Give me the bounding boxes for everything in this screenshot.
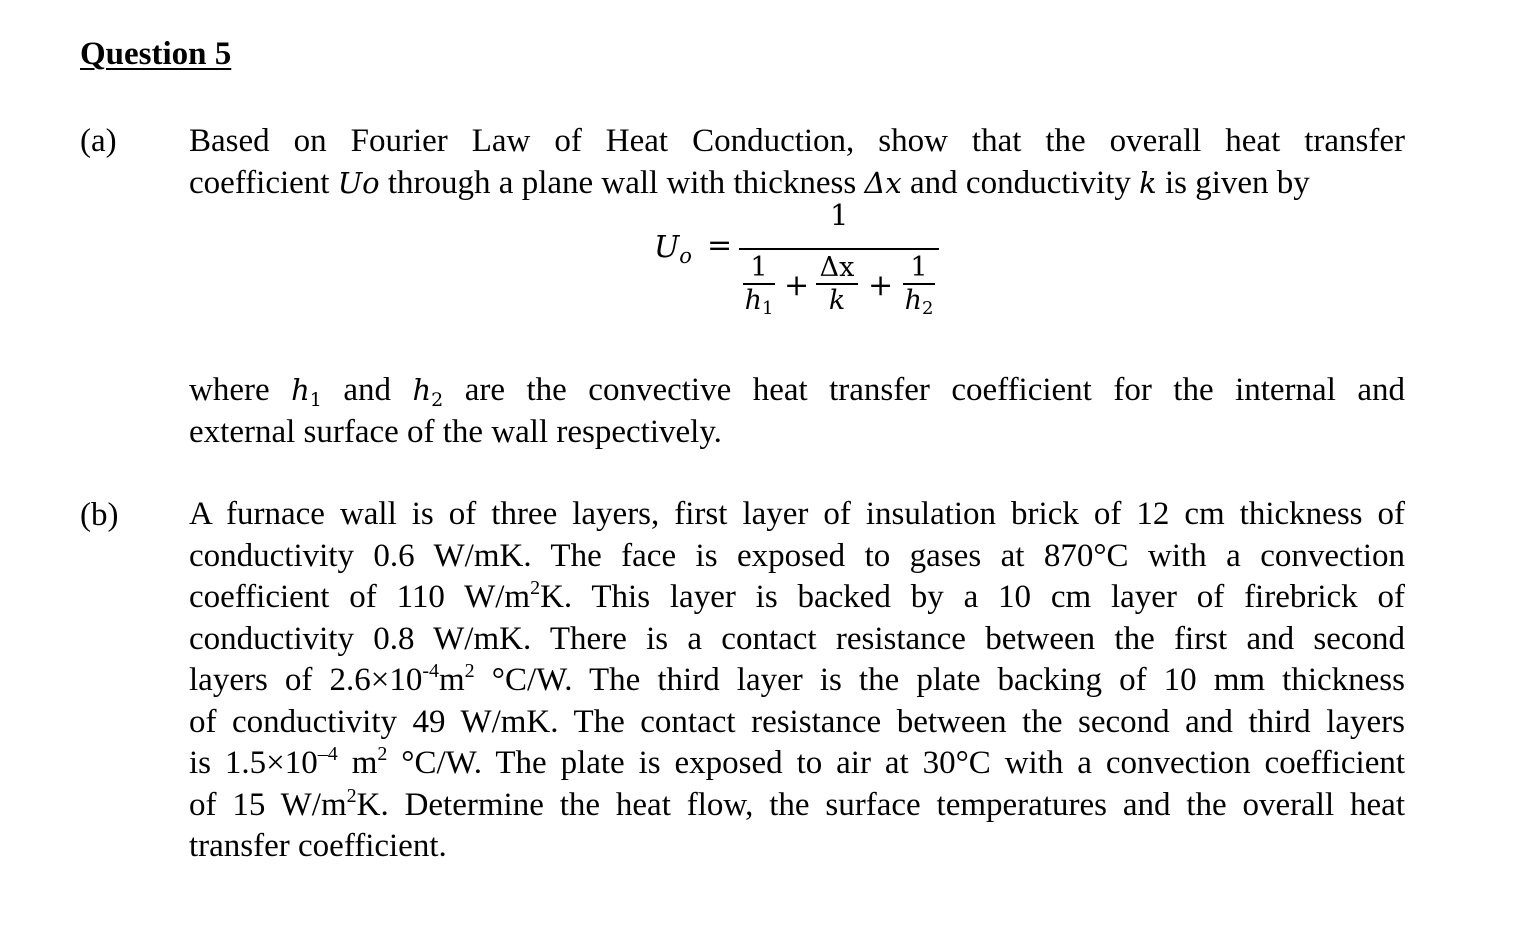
part-a-line-1: Based on Fourier Law of Heat Conduction, show that the overall heat transfer xyxy=(189,123,1405,159)
part-b-line-3: coefficient of 110 $W/m^2K$. This layer is backed by a 10 cm layer of firebrick of xyxy=(189,577,1405,615)
part-b-line-5: layers of $2.6\times 10^{-4}m^2$ °C/W. The third layer is the plate backing of 10 mm thickness xyxy=(189,660,1405,698)
eq-main-fraction-bar xyxy=(739,248,939,250)
var-uo: Uo xyxy=(337,165,380,200)
question-title: Question 5 xyxy=(80,36,232,72)
part-b-line-7: is $1.5\times 10^{-4}$ $m^2$ °C/W. The plate is exposed to air at 30°C with a convection coefficient xyxy=(189,743,1406,781)
overall-coefficient-equation xyxy=(654,198,954,338)
var-k: k xyxy=(1139,165,1157,200)
eq-equals: = xyxy=(707,228,733,263)
part-a-intro xyxy=(189,121,1405,204)
part-b-line-1: A furnace wall is of three layers, first layer of insulation brick of 12 cm thickness of xyxy=(189,496,1405,532)
part-b-label: (b) xyxy=(80,497,119,533)
part-a-line-2: coefficient Uo through a plane wall with thickness Δx and conductivity k is given by xyxy=(189,164,1310,201)
part-b-line-2: conductivity 0.6 W/mK. The face is exposed to gases at 870°C with a convection xyxy=(189,537,1405,574)
part-b-line-9: transfer coefficient. xyxy=(189,828,447,864)
where-line-2: external surface of the wall respectively. xyxy=(189,413,722,450)
part-b-line-6: of conductivity 49 W/mK. The contact resistance between the second and third layers xyxy=(189,703,1405,740)
eq-plus-1: + xyxy=(784,268,810,303)
var-dx: Δx xyxy=(864,165,902,200)
eq-term-1: 1 $h_1$ xyxy=(744,252,774,319)
eq-term-3: 1 $h_2$ xyxy=(904,252,934,319)
eq-numerator: 1 xyxy=(830,198,849,232)
part-b-line-8: of 15 $W/m^2K$. Determine the heat flow, the surface temperatures and the overall heat xyxy=(189,784,1405,823)
part-a-label: (a) xyxy=(80,123,117,159)
part-b-problem xyxy=(189,494,1405,868)
eq-plus-2: + xyxy=(868,268,894,303)
part-a-where xyxy=(189,370,1405,453)
eq-lhs: $U_o$ xyxy=(654,230,692,268)
eq-term-2: Δx k xyxy=(814,254,860,316)
where-line-1: where $h_1$ and $h_2$ are the convective heat transfer coefficient for the internal and xyxy=(189,372,1405,411)
part-b-line-4: conductivity 0.8 W/mK. There is a contact resistance between the first and second xyxy=(189,620,1405,657)
